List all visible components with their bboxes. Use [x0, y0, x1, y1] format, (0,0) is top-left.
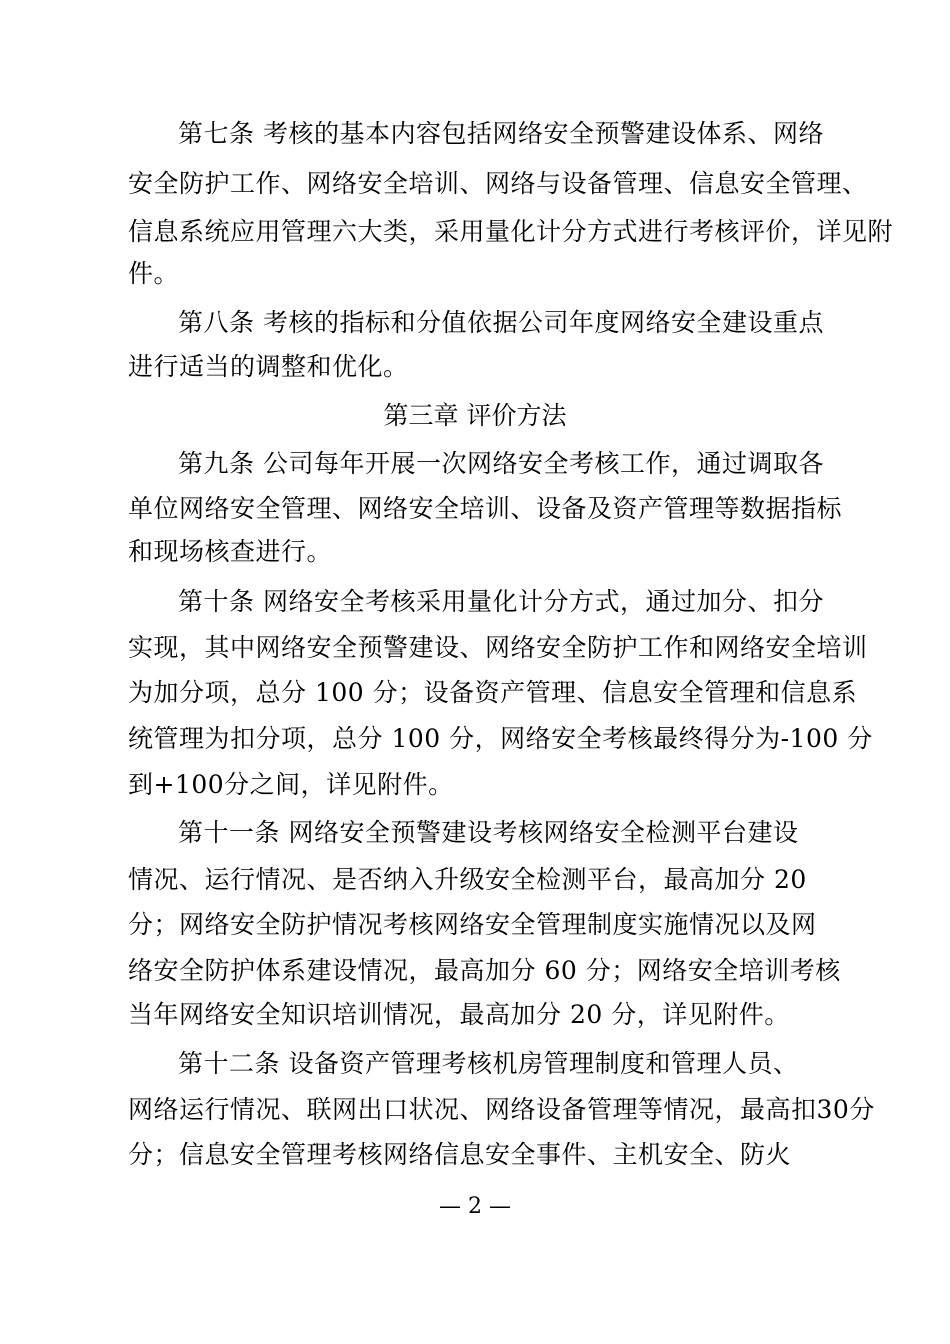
article-12-line-3: 分；信息安全管理考核网络信息安全事件、主机安全、防火 — [128, 1140, 792, 1169]
article-11-line-2: 情况、运行情况、是否纳入升级安全检测平台，最高加分 20 — [128, 865, 807, 894]
article-9-line-3: 和现场核查进行。 — [128, 537, 333, 566]
article-11-line-1: 第十一条 网络安全预警建设考核网络安全检测平台建设 — [178, 818, 799, 847]
article-9-line-2: 单位网络安全管理、网络安全培训、设备及资产管理等数据指标 — [128, 494, 843, 523]
chapter-title: 第三章 评价方法 — [383, 401, 567, 430]
article-11-line-5: 当年网络安全知识培训情况，最高加分 20 分，详见附件。 — [128, 1000, 790, 1029]
article-12-line-1: 第十二条 设备资产管理考核机房管理制度和管理人员、 — [178, 1049, 799, 1078]
page-number: — 2 — — [439, 1194, 511, 1219]
article-10-line-5: 到+100分之间，详见附件。 — [128, 770, 454, 799]
article-10-line-1: 第十条 网络安全考核采用量化计分方式，通过加分、扣分 — [178, 587, 824, 616]
article-7-line-3: 信息系统应用管理六大类，采用量化计分方式进行考核评价，详见附 — [128, 217, 894, 246]
article-7-line-1: 第七条 考核的基本内容包括网络安全预警建设体系、网络 — [178, 119, 824, 148]
article-11-line-3: 分；网络安全防护情况考核网络安全管理制度实施情况以及网 — [128, 910, 817, 939]
article-7-line-4: 件。 — [128, 259, 180, 288]
article-8-line-2: 进行适当的调整和优化。 — [128, 352, 409, 381]
article-10-line-3: 为加分项，总分 100 分；设备资产管理、信息安全管理和信息系 — [128, 678, 858, 707]
article-10-line-2: 实现，其中网络安全预警建设、网络安全防护工作和网络安全培训 — [128, 633, 868, 662]
article-8-line-1: 第八条 考核的指标和分值依据公司年度网络安全建设重点 — [178, 308, 824, 337]
article-12-line-2: 网络运行情况、联网出口状况、网络设备管理等情况，最高扣30分 — [128, 1095, 875, 1124]
article-10-line-4: 统管理为扣分项，总分 100 分，网络安全考核最终得分为-100 分 — [128, 724, 873, 753]
article-7-line-2: 安全防护工作、网络安全培训、网络与设备管理、信息安全管理、 — [128, 169, 868, 198]
article-9-line-1: 第九条 公司每年开展一次网络安全考核工作，通过调取各 — [178, 449, 824, 478]
article-11-line-4: 络安全防护体系建设情况，最高加分 60 分；网络安全培训考核 — [128, 956, 841, 985]
